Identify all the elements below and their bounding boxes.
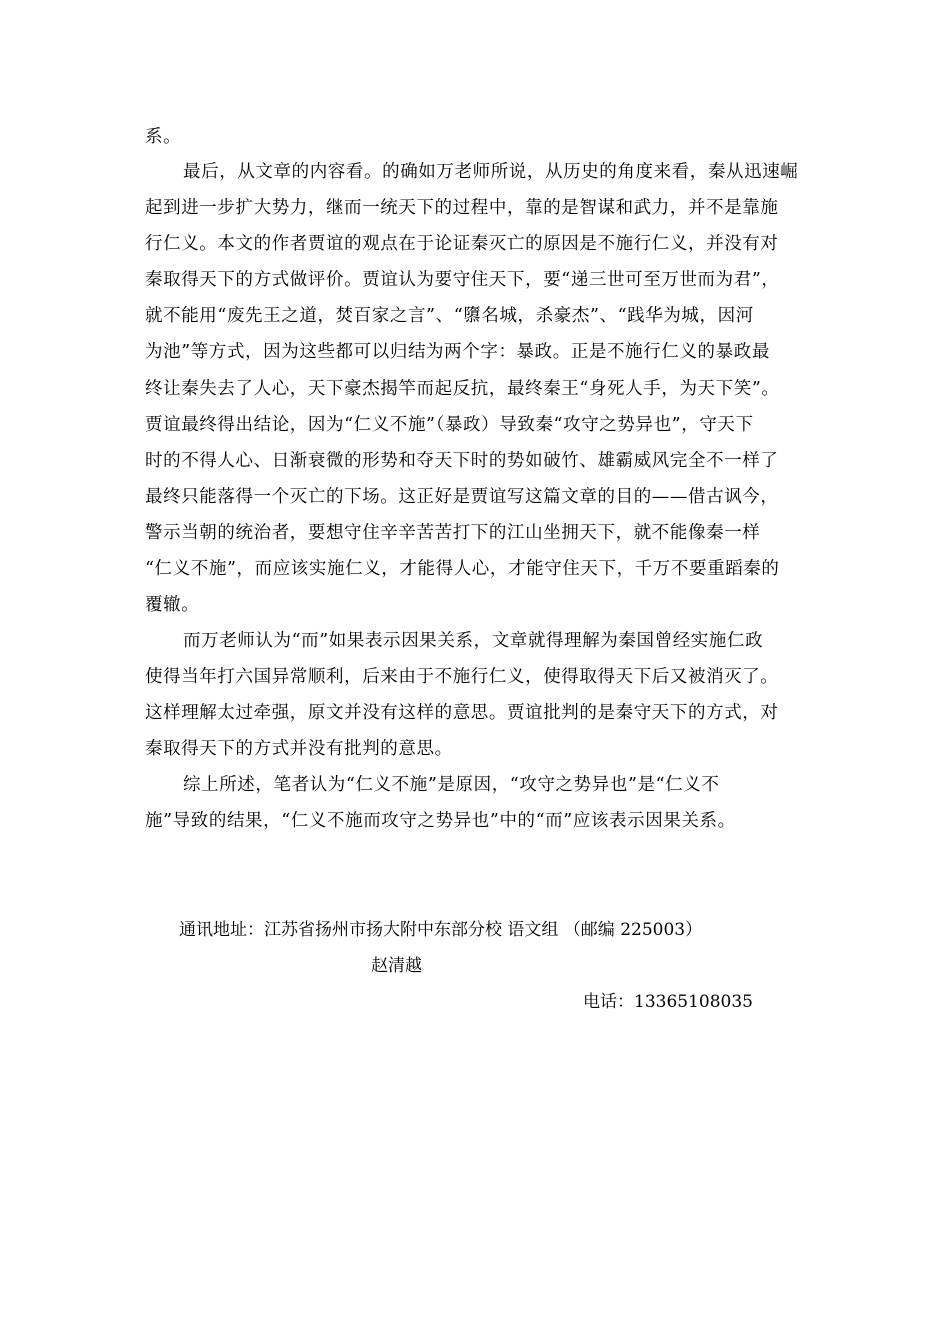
body-line: 为池”等方式，因为这些都可以归结为两个字：暴政。正是不施行仁义的暴政最 bbox=[145, 342, 770, 362]
body-line: 而万老师认为“而”如果表示因果关系，文章就得理解为秦国曾经实施仁政 bbox=[183, 631, 764, 651]
body-line: 这样理解太过牵强，原文并没有这样的意思。贾谊批判的是秦守天下的方式，对 bbox=[145, 703, 779, 723]
phone-line: 电话：13365108035 bbox=[583, 992, 753, 1012]
body-line: 秦取得天下的方式并没有批判的意思。 bbox=[145, 739, 453, 759]
body-line: 行仁义。本文的作者贾谊的观点在于论证秦灭亡的原因是不施行仁义，并没有对 bbox=[145, 234, 779, 254]
body-line: 就不能用“废先王之道，焚百家之言”、“隳名城，杀豪杰”、“践华为城，因河 bbox=[145, 306, 754, 326]
author-name: 赵清越 bbox=[371, 956, 422, 976]
body-line: 最后，从文章的内容看。的确如万老师所说，从历史的角度来看，秦从迅速崛 bbox=[183, 162, 799, 182]
body-line: 终让秦失去了人心，天下豪杰揭竿而起反抗，最终秦王“身死人手，为天下笑”。 bbox=[145, 379, 780, 399]
body-line: 警示当朝的统治者，要想守住辛辛苦苦打下的江山坐拥天下，就不能像秦一样 bbox=[145, 523, 761, 543]
body-line: 最终只能落得一个灭亡的下场。这正好是贾谊写这篇文章的目的——借古讽今， bbox=[145, 487, 779, 507]
body-line: 起到进一步扩大势力，继而一统天下的过程中，靠的是智谋和武力，并不是靠施 bbox=[145, 198, 779, 218]
body-line: 秦取得天下的方式做评价。贾谊认为要守住天下，要“递三世可至万世而为君”， bbox=[145, 270, 780, 290]
body-line: 系。 bbox=[145, 127, 182, 147]
body-line: 覆辙。 bbox=[145, 595, 200, 615]
body-line: 时的不得人心、日渐衰微的形势和夺天下时的势如破竹、雄霸威风完全不一样了 bbox=[145, 451, 779, 471]
body-line: 使得当年打六国异常顺利，后来由于不施行仁义，使得取得天下后又被消灭了。 bbox=[145, 667, 779, 687]
body-line: 施”导致的结果，“仁义不施而攻守之势异也”中的“而”应该表示因果关系。 bbox=[145, 811, 736, 831]
body-line: 综上所述，笔者认为“仁义不施”是原因，“攻守之势异也”是“仁义不 bbox=[183, 775, 720, 795]
address-line: 通讯地址：江苏省扬州市扬大附中东部分校 语文组 （邮编 225003） bbox=[179, 920, 703, 940]
body-line: 贾谊最终得出结论，因为“仁义不施”（暴政）导致秦“攻守之势异也”，守天下 bbox=[145, 415, 754, 435]
body-line: “仁义不施”，而应该实施仁义，才能得人心，才能守住天下，千万不要重蹈秦的 bbox=[145, 559, 780, 579]
